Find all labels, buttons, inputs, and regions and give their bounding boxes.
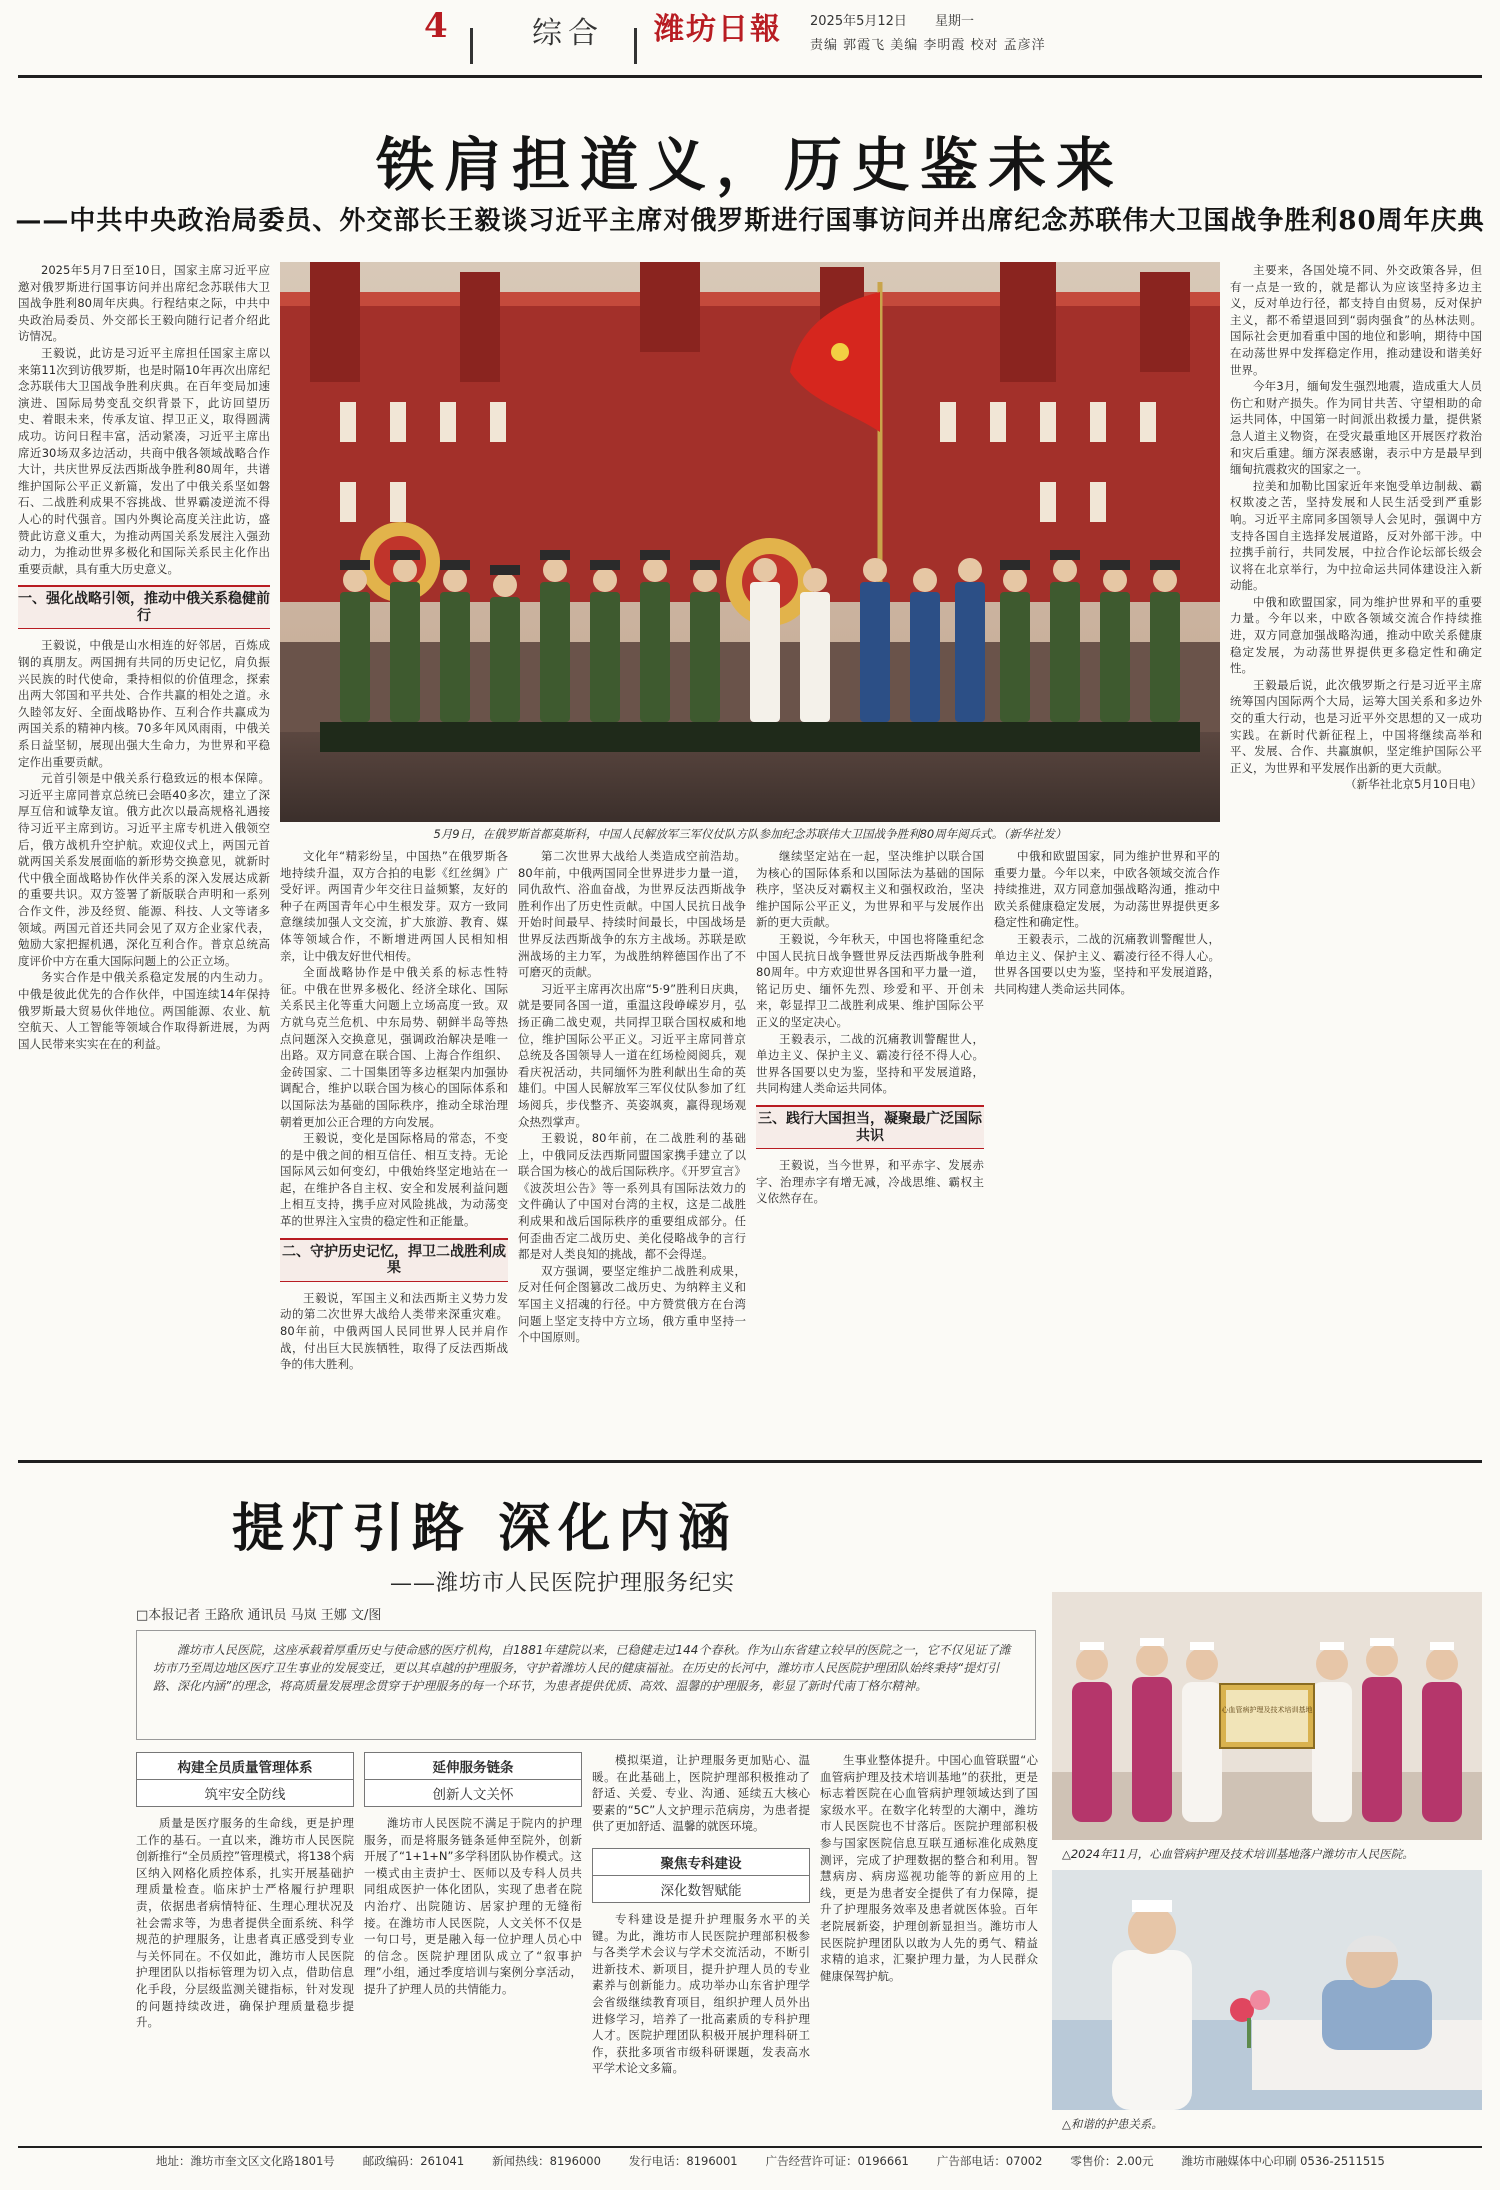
paragraph: 王毅说，今年秋天，中国也将隆重纪念中国人民抗日战争暨世界反法西斯战争胜利80周年。中方欢迎世界各国和平力量一道，铭记历史、缅怀先烈、珍爱和平、开创未来，彰显捍卫二战胜利成果、维护国际公平正义的坚定决心。 (756, 931, 984, 1029)
paragraph: 文化年“精彩纷呈，中国热”在俄罗斯各地持续升温，双方合拍的电影《红丝绸》广受好评。两国青少年交往日益频繁，友好的种子在两国青年心中生根发芽。双方一致同意继续加强人文交流，扩大旅游、教育、媒体等领域合作，不断增进两国人民相知相亲，让中俄友好世代相传。 (280, 849, 508, 963)
parade-illustration (280, 262, 1220, 822)
feature-text (592, 1752, 810, 1840)
paragraph: 第二次世界大战给人类造成空前浩劫。80年前，中俄两国同全世界进步力量一道，同仇敌忾、浴血奋战，为世界反法西斯战争胜利作出了历史性贡献。中国人民抗日战争开始时间最早、持续时间最长，中国战场是世界反法西斯战争的东方主战场。苏联是欧洲战场的主力军，为战胜纳粹德国作出了不可磨灭的贡献。 (518, 849, 746, 980)
article-column-5 (1230, 262, 1482, 1442)
issue-weekday: 星期一 (935, 14, 975, 29)
paragraph: 习近平主席再次出席“5·9”胜利日庆典，就是要同各国一道，重温这段峥嵘岁月，弘扬正确二战史观，共同捍卫联合国权威和地位，维护国际公平正义。习近平主席同普京总统及各国领导人一道在红场检阅阅兵，观看庆祝活动，共同缅怀为胜利献出生命的英雄们。中国人民解放军三军仪仗队参加了红场阅兵，步伐整齐、英姿飒爽，赢得现场观众热烈掌声。 (518, 981, 746, 1129)
feature-subtitle: ——潍坊市人民医院护理服务纪实 (390, 1571, 736, 1596)
paragraph: 王毅最后说，此次俄罗斯之行是习近平主席统筹国内国际两个大局，运筹大国关系和多边外交的重大行动，也是习近平外交思想的又一成功实践。在新时代新征程上，中国将继续高举和平、发展、合作、共赢旗帜，坚定维护国际公平正义，为世界和平发展作出新的更大贡献。 (1230, 677, 1482, 775)
footer-address: 地址：潍坊市奎文区文化路1801号 (156, 2154, 335, 2168)
article-column-2 (280, 848, 508, 1442)
paragraph: 拉美和加勒比国家近年来饱受单边制裁、霸权欺凌之苦，坚持发展和人民生活受到严重影响。习近平主席同多国领导人会见时，强调中方支持各国自主选择发展道路，反对外部干涉。中拉携手前行，共同发展，中拉合作论坛部长级会议将在北京举行，为中拉命运共同体建设注入新动能。 (1230, 478, 1482, 593)
subhead-specialty: 聚焦专科建设 (592, 1848, 810, 1876)
paragraph: 双方强调，要坚定维护二战胜利成果，反对任何企图篡改二战历史、为纳粹主义和军国主义招魂的行径。中方赞赏俄方在台湾问题上坚定支持中方立场，俄方重申坚持一个中国原则。 (518, 1263, 746, 1345)
paper-logo: 潍坊日報 (654, 12, 782, 47)
paragraph: 王毅说，中俄是山水相连的好邻居，百炼成钢的真朋友。两国拥有共同的历史记忆，肩负振兴民族的时代使命，秉持相似的价值理念，探索出两大邻国和平共处、合作共赢的相处之道。永久睦邻友好、全面战略协作、互利合作共赢成为两国关系的精神内核。70多年风风雨雨，中俄关系日益坚韧，展现出强大生命力，为世界和平稳定作出重要贡献。 (18, 638, 270, 769)
paragraph: 中俄和欧盟国家，同为维护世界和平的重要力量。今年以来，中欧各领域交流合作持续推进，双方同意加强战略沟通，推动中欧关系健康稳定发展，为动荡世界提供更多稳定性和确定性。 (994, 849, 1220, 930)
feature-intro: 潍坊市人民医院，这座承载着厚重历史与使命感的医疗机构，自1881年建院以来，已稳健走过144个春秋。作为山东省建立较早的医院之一，它不仅见证了潍坊市乃至周边地区医疗卫生事业的发展变迁，更以其卓越的护理服务，守护着潍坊人民的健康福祉。在历史的长河中，潍坊市人民医院护理团队始终秉持“提灯引路、深化内涵”的理念，将高质量发展理念贯穿于护理服务的每一个环节，为患者提供优质、高效、温馨的护理服务，彰显了新时代南丁格尔精神。 (153, 1643, 1011, 1693)
masthead-divider (470, 28, 473, 64)
feature-title: 提灯引路 深化内涵 (232, 1498, 739, 1559)
soldiers-formation (320, 550, 1200, 752)
paragraph: 潍坊市人民医院不满足于院内的护理服务，而是将服务链条延伸至院外，创新开展了“1+1+N”多学科团队协作模式。这一模式由主责护士、医师以及专科人员共同组成医护一体化团队，实现了患者在院内治疗、出院随访、居家护理的无缝衔接。在潍坊市人民医院，人文关怀不仅是一句口号，更是融入每一位护理人员心中的信念。医院护理团队成立了“叙事护理”小组，通过季度培训与案例分享活动，提升了护理人员的共情能力。 (364, 1816, 582, 1996)
nurse-patient-illustration (1052, 1870, 1482, 2110)
paragraph: 主要来，各国处境不同、外交政策各异，但有一点是一致的，就是都认为应该坚持多边主义，反对单边行径，都支持自由贸易，反对保护主义，都不希望退回到“弱肉强食”的丛林法则。国际社会更加看重中国的地位和影响，期待中国在动荡世界中发挥稳定作用，推动建设和谐美好世界。 (1230, 263, 1482, 377)
paragraph: 继续坚定站在一起，坚决维护以联合国为核心的国际体系和以国际法为基础的国际秩序，坚决反对霸权主义和强权政治，坚决维护国际公平正义，为世界和平与发展作出新的更大贡献。 (756, 849, 984, 930)
paragraph: 王毅说，此访是习近平主席担任国家主席以来第11次到访俄罗斯，也是时隔10年再次出席纪念苏联伟大卫国战争胜利庆典。在百年变局加速演进、国际局势变乱交织背景下，此访回望历史、着眼未来，传承友谊、捍卫正义，取得圆满成功。访问日程丰富，活动紧凑，习近平主席出席近30场双多边活动，共商中俄各领域战略合作大计，共庆世界反法西斯战争胜利80周年，共谱维护国际公平正义新篇，发出了中俄关系坚如磐石、二战胜利成果不容挑战、世界霸凌逆流不得人心的时代强音。国内外舆论高度关注此访，盛赞此访意义重大，为推动两国关系发展注入强劲动力，为推动世界多极化和国际关系民主化作出重要贡献，具有重大历史意义。 (18, 345, 270, 576)
footer-price: 零售价：2.00元 (1070, 2154, 1154, 2168)
article-subtitle: ——中共中央政治局委员、外交部长王毅谈习近平主席对俄罗斯进行国事访问并出席纪念苏联伟大卫国战争胜利80周年庆典 (15, 206, 1485, 236)
subhead-service-2: 创新人文关怀 (364, 1780, 582, 1807)
paragraph: 专科建设是提升护理服务水平的关键。为此，潍坊市人民医院护理部积极参与各类学术会议与学术交流活动，不断引进新技术、新项目，提升护理人员的专业素养与创新能力。成功举办山东省护理学会省级继续教育项目，组织护理人员外出进修学习，培养了一批高素质的专科护理人才。医院护理团队积极开展护理科研工作，获批多项省市级科研课题，发表高水平学术论文多篇。 (592, 1912, 810, 2076)
footer-distribution: 发行电话：8196001 (628, 2154, 738, 2168)
nurse-patient-photo (1052, 1870, 1482, 2110)
paragraph: 今年3月，缅甸发生强烈地震，造成重大人员伤亡和财产损失。作为同甘共苦、守望相助的命运共同体，中国第一时间派出救援力量，提供紧急人道主义物资，在受灾最重地区开展医疗救治和灾后重建。缅方深表感谢，表示中方是最早到缅甸抗震救灾的国家之一。 (1230, 379, 1482, 477)
photo-caption: △2024年11月，心血管病护理及技术培训基地落户潍坊市人民医院。 (1062, 1847, 1414, 1861)
article-title: 铁肩担道义，历史鉴未来 (375, 131, 1124, 199)
paragraph: 王毅说，军国主义和法西斯主义势力发动的第二次世界大战给人类带来深重灾难。80年前，中俄两国人民同世界人民并肩作战，付出巨大民族牺牲，取得了反法西斯战争的伟大胜利。 (280, 1290, 508, 1372)
paragraph: 王毅表示，二战的沉痛教训警醒世人，单边主义、保护主义、霸凌行径不得人心。世界各国要以史为鉴，坚持和平发展道路，共同构建人类命运共同体。 (994, 931, 1220, 996)
paragraph: 全面战略协作是中俄关系的标志性特征。中俄在世界多极化、经济全球化、国际关系民主化等重大问题上立场高度一致。双方就乌克兰危机、中东局势、朝鲜半岛等热点问题深入交换意见，强调政治解决是唯一出路。双方同意在联合国、上海合作组织、金砖国家、二十国集团等多边框架内加强协调配合，维护以联合国为核心的国际体系和以国际法为基础的国际秩序，推动全球治理朝着更加公正合理的方向发展。 (280, 965, 508, 1129)
feature-column-3 (592, 1752, 810, 2129)
photo-caption: △和谐的护患关系。 (1062, 2117, 1163, 2131)
feature-intro-box (136, 1630, 1036, 1740)
paragraph: 王毅说，变化是国际格局的常态，不变的是中俄之间的相互信任、相互支持。无论国际风云如何变幻，中俄始终坚定地站在一起，在维护各自主权、安全和发展利益问题上相互支持，携手应对风险挑战，为动荡变革的世界注入宝贵的稳定性和正能量。 (280, 1131, 508, 1229)
paragraph: 中俄和欧盟国家，同为维护世界和平的重要力量。今年以来，中欧各领域交流合作持续推进，双方同意加强战略沟通，推动中欧关系健康稳定发展，为动荡世界提供更多稳定性和确定性。 (1230, 594, 1482, 676)
feature-column-4 (820, 1752, 1038, 2126)
subhead-service: 延伸服务链条 (364, 1752, 582, 1780)
subhead-quality: 构建全员质量管理体系 (136, 1752, 354, 1780)
article-column-4 (756, 848, 984, 1442)
nurses-illustration (1052, 1592, 1482, 1840)
masthead-divider (634, 28, 637, 64)
footer-ad-license: 广告经营许可证：0196661 (765, 2154, 909, 2168)
section-heading-2: 二、守护历史记忆，捍卫二战胜利成果 (280, 1238, 508, 1282)
article-column-3 (518, 848, 746, 1442)
section-heading-1: 一、强化战略引领，推动中俄关系稳健前行 (18, 585, 270, 629)
footer-news-phone: 新闻热线：8196000 (492, 2154, 601, 2168)
paragraph: 王毅说，80年前，在二战胜利的基础上，中俄同反法西斯同盟国家携手建立了以联合国为核心的战后国际秩序。《开罗宣言》《波茨坦公告》等一系列具有国际法效力的文件确认了中国对台湾的主权，这是二战胜利成果和战后国际秩序的重要组成部分。任何歪曲否定二战历史、美化侵略战争的言行都是对人类良知的挑战，都不会得逞。 (518, 1131, 746, 1262)
paragraph: 王毅表示，二战的沉痛教训警醒世人，单边主义、保护主义、霸凌行径不得人心。世界各国要以史为鉴，坚持和平发展道路，共同构建人类命运共同体。 (756, 1031, 984, 1096)
subhead-specialty-2: 深化数智赋能 (592, 1876, 810, 1903)
paragraph: 王毅说，当今世界，和平赤字、发展赤字、治理赤字有增无减，冷战思维、霸权主义依然存在。 (756, 1158, 984, 1206)
paragraph: 元首引领是中俄关系行稳致远的根本保障。习近平主席同普京总统已会晤40多次，建立了深厚互信和诚挚友谊。俄方此次以最高规格礼遇接待习近平主席到访。习近平主席专机进入俄领空后，俄方战机升空护航。欢迎仪式上，两国元首就两国关系发展面临的新形势交换意见，就新时代中俄全面战略协作伙伴关系的深入发展达成新的重要共识。双方签署了新版联合声明和一系列合作文件，涉及经贸、能源、科技、人文等诸多领域。两国元首还共同会见了双方企业家代表，勉励大家把握机遇，深化互利合作。普京总统高度评价中方在重大国际问题上的公正立场。 (18, 771, 270, 968)
page-footer (18, 2146, 1482, 2174)
article-column-1 (18, 262, 270, 1442)
footer-ad-phone: 广告部电话：07002 (936, 2154, 1043, 2168)
page-number: 4 (424, 6, 448, 46)
feature-column-1 (136, 1752, 354, 2125)
feature-text (364, 1815, 582, 2125)
paragraph: 质量是医疗服务的生命线，更是护理工作的基石。一直以来，潍坊市人民医院创新推行“全员质控”管理模式，将138个病区纳入网格化质控体系，扎实开展基础护理质量检查。临床护士严格履行护理职责，依据患者病情特征、生理心理状况及社会需求等，为患者提供全面系统、科学规范的护理服务，让患者真正感受到专业与关怀同在。不仅如此，潍坊市人民医院护理团队以指标管理为切入点，借助信息化手段，分层级监测关键指标，针对发现的问题持续改进，确保护理质量稳步提升。 (136, 1816, 354, 2030)
feature-byline: □本报记者 王路欣 通讯员 马岚 王娜 文/图 (136, 1608, 382, 1623)
subhead-quality-2: 筑牢安全防线 (136, 1780, 354, 1807)
plaque-text: 心血管病护理及技术培训基地 (1221, 1706, 1313, 1714)
paragraph: 务实合作是中俄关系稳定发展的内生动力。中俄是彼此优先的合作伙伴，中国连续14年保持俄罗斯最大贸易伙伴地位。两国能源、农业、航空航天、人工智能等领域合作取得新进展，为两国人民带来实实在在的利益。 (18, 970, 270, 1051)
feature-column-2 (364, 1752, 582, 2125)
article-column-4b (994, 848, 1220, 1442)
paragraph: 生事业整体提升。中国心血管联盟“心血管病护理及技术培训基地”的获批，更是标志着医院在心血管病护理领域达到了国家级水平。在数字化转型的大潮中，潍坊市人民医院也不甘落后。医院护理部积极参与国家医院信息互联互通标准化成熟度测评，完成了护理数据的整合和利用。智慧病房、病房巡视功能等的新应用的上线，更是为患者安全提供了有力保障，提升了护理服务效率及患者就医体验。百年老院展新姿，护理创新显担当。潍坊市人民医院护理团队以敢为人先的勇气、精益求精的追求，汇聚护理力量，为人民群众健康保驾护航。 (820, 1753, 1038, 1983)
parade-photo (280, 262, 1220, 822)
paragraph: 模拟渠道，让护理服务更加贴心、温暖。在此基础上，医院护理部积极推动了舒适、关爱、专业、沟通、延续五大核心要素的“5C”人文护理示范病房，为患者提供了更加舒适、温馨的就医环境。 (592, 1753, 810, 1834)
section-name: 综合 (532, 16, 604, 51)
footer-printer: 潍坊市融媒体中心印刷 0536-2511515 (1181, 2154, 1385, 2168)
issue-date: 2025年5月12日 (810, 14, 907, 29)
editors-line: 责编 郭霞飞 美编 李明霞 校对 孟彦洋 (810, 38, 1046, 53)
nurses-group-photo (1052, 1592, 1482, 1840)
feature-text (592, 1911, 810, 2129)
footer-postcode: 邮政编码：261041 (362, 2154, 465, 2168)
paragraph: 2025年5月7日至10日，国家主席习近平应邀对俄罗斯进行国事访问并出席纪念苏联伟大卫国战争胜利80周年庆典。行程结束之际，中共中央政治局委员、外交部长王毅向随行记者介绍此访情况。 (18, 263, 270, 344)
feature-text (136, 1815, 354, 2125)
photo-caption: 5月9日，在俄罗斯首都莫斯科，中国人民解放军三军仪仗队方队参加纪念苏联伟大卫国战争胜利80周年阅兵式。（新华社发） (433, 827, 1067, 841)
dateline: （新华社北京5月10日电） (1345, 777, 1482, 792)
section-heading-3: 三、践行大国担当，凝聚最广泛国际共识 (756, 1105, 984, 1149)
